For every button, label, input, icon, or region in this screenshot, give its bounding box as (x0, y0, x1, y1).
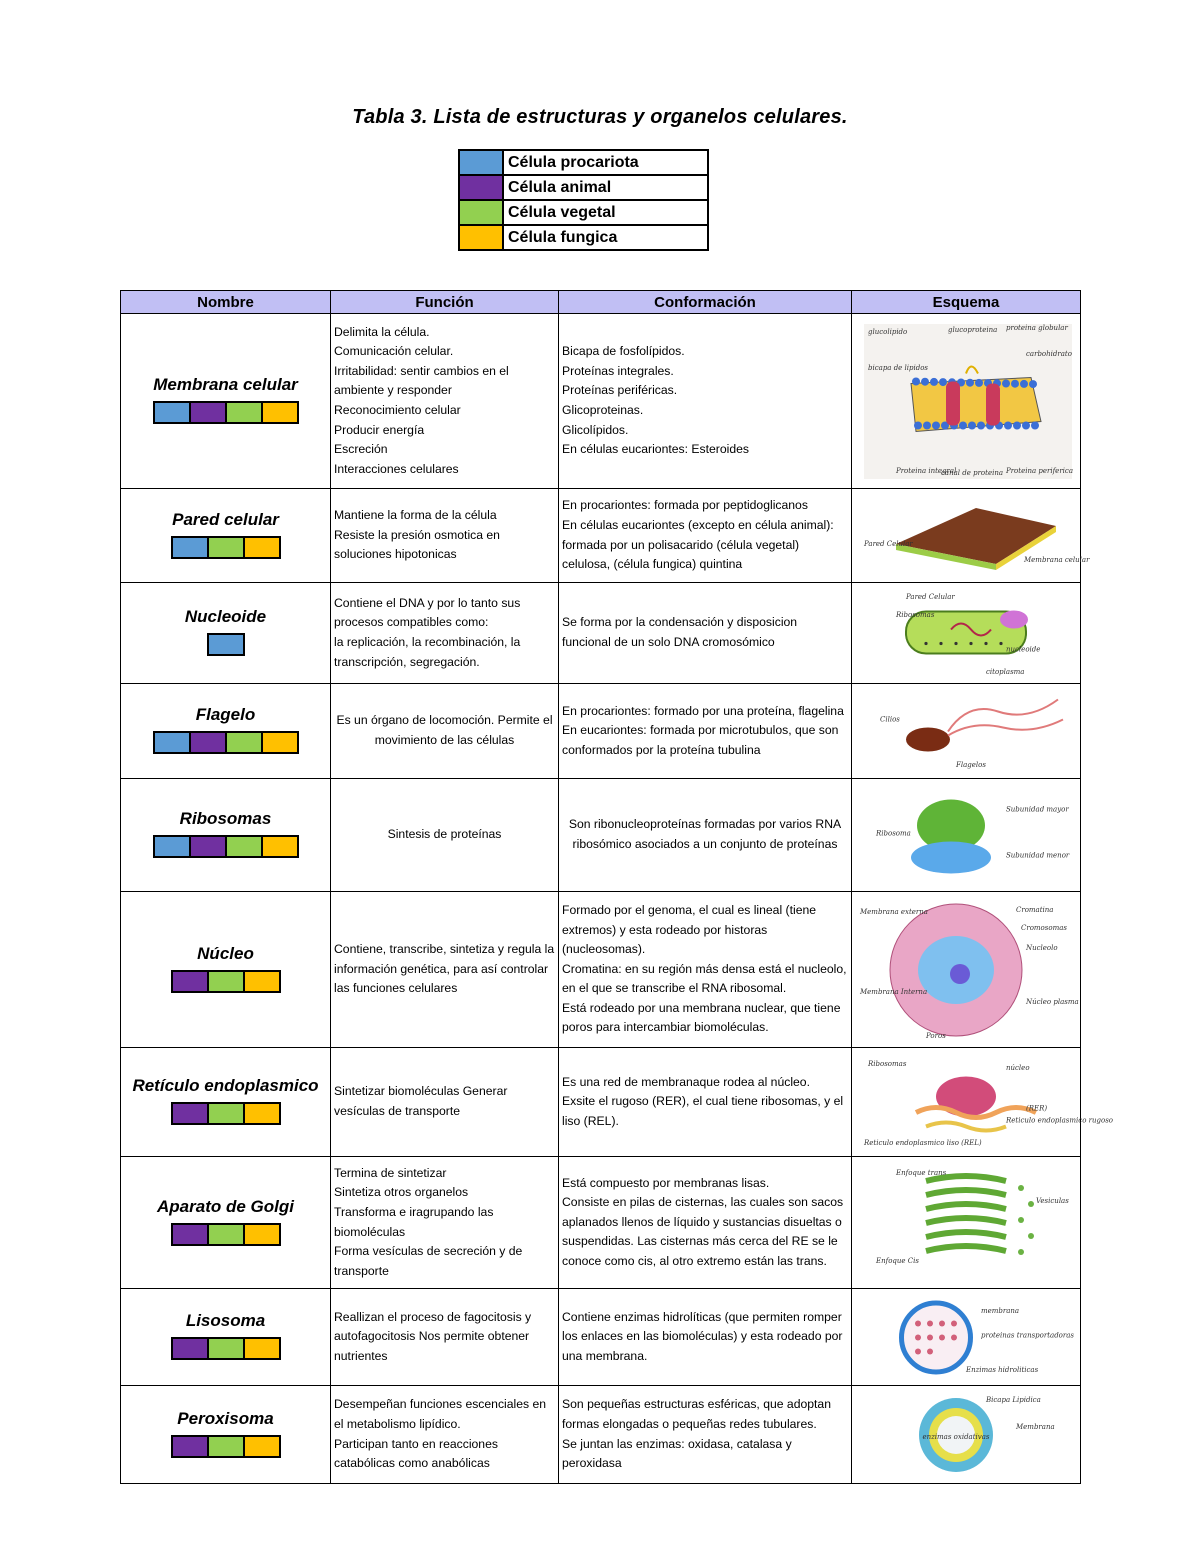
schema-drawing (856, 1295, 1076, 1380)
cell-esquema (852, 684, 1081, 779)
svg-text:carbohidrato: carbohidrato (1026, 349, 1072, 358)
cell-funcion (331, 892, 559, 1048)
organelle-name: Flagelo (195, 705, 256, 724)
table-row (121, 684, 1081, 779)
table-row (121, 489, 1081, 583)
cell-funcion (331, 1386, 559, 1484)
cell-esquema (852, 489, 1090, 583)
organelle-name: Pared celular (172, 509, 279, 529)
schema-drawing (856, 1392, 1076, 1478)
conformacion-text: En procariontes: formada por peptidoglicanos En células eucariontes (excepto en célula animal): formada por un polisacarido (célula vegetal) celulosa, (célula fungica) quintina (562, 498, 834, 572)
svg-text:Poros: Poros (926, 1031, 946, 1040)
cell-nombre (121, 1157, 331, 1289)
svg-text:canal de proteina: canal de proteina (941, 468, 1004, 477)
organelle-name: Aparato de Golgi (157, 1196, 294, 1216)
conformacion-text: En procariontes: formado por una proteína, flagelina En eucariontes: formada por microtubulos, que son conformados por la proteína tubulina (562, 703, 844, 757)
cell-type-chip (245, 972, 279, 991)
cell-esquema (852, 1289, 1081, 1386)
svg-text:citoplasma: citoplasma (986, 667, 1025, 676)
legend-label: Célula procariota (503, 150, 708, 175)
cell-type-chip (173, 1104, 209, 1123)
svg-text:proteina globular: proteina globular (1006, 323, 1068, 332)
cell-type-chip (209, 972, 245, 991)
cell-type-chip (263, 403, 297, 422)
svg-text:(RER): (RER) (1026, 1104, 1048, 1112)
cell-nombre (121, 1386, 331, 1484)
cell-conformacion (559, 1048, 852, 1157)
cell-esquema (852, 1157, 1081, 1289)
cell-nombre (121, 583, 331, 684)
cell-type-chip (155, 837, 191, 856)
organelle-name: Peroxisoma (177, 1408, 274, 1428)
svg-text:glucoproteina: glucoproteina (948, 325, 998, 334)
legend-table (458, 149, 709, 251)
svg-text:Subunidad mayor: Subunidad mayor (1006, 805, 1069, 813)
funcion-text: Termina de sintetizar Sintetiza otros organelos Transforma e iragrupando las biomoléculas Forma vesículas de secreción y de transporte (334, 1165, 523, 1278)
table-row (121, 1048, 1081, 1157)
schema-drawing (856, 320, 1076, 483)
cell-funcion (331, 684, 559, 779)
conformacion-text: Bicapa de fosfolípidos. Proteínas integrales. Proteínas periféricas. Glicoproteinas. Glicolípidos. En células eucariontes: Esteroides (562, 344, 749, 457)
cell-nombre (121, 1048, 331, 1157)
cell-type-chip (245, 1339, 279, 1358)
conformacion-text: Se forma por la condensación y disposicion funcional de un solo DNA cromosómico (562, 615, 798, 649)
cell-type-chips (207, 633, 245, 656)
legend-label: Célula animal (503, 175, 708, 200)
organelle-name: Ribosomas (179, 809, 272, 828)
svg-text:Cilios: Cilios (880, 715, 900, 723)
cell-type-chips (153, 401, 299, 424)
svg-text:Subunidad menor: Subunidad menor (1006, 851, 1070, 859)
svg-text:Nucleolo: Nucleolo (1026, 943, 1058, 952)
svg-text:Núcleo plasma: Núcleo plasma (1026, 997, 1079, 1006)
svg-text:Pared Celular: Pared Celular (906, 592, 955, 601)
svg-text:Enfoque trans: Enfoque trans (896, 1168, 947, 1177)
legend-swatch-vegetal (459, 200, 503, 225)
cell-type-chip (191, 837, 227, 856)
cell-type-chip (245, 1437, 279, 1456)
cell-type-chip (209, 1225, 245, 1244)
legend-row (459, 150, 708, 175)
cell-type-chip (173, 1339, 209, 1358)
cell-type-chip (155, 733, 191, 752)
header-esquema: Esquema (852, 291, 1081, 314)
svg-text:Membrana: Membrana (1016, 1422, 1055, 1431)
funcion-text: Contiene el DNA y por lo tanto sus procesos compatibles como: la replicación, la recombinación, la transcripción, segregación. (334, 595, 521, 669)
cell-conformacion (559, 314, 852, 489)
svg-text:Membrana celular: Membrana celular (1024, 555, 1090, 564)
schema-drawing (856, 785, 1076, 886)
schema-drawing (856, 898, 1079, 1042)
cell-type-chip (227, 837, 263, 856)
legend-label: Célula vegetal (503, 200, 708, 225)
conformacion-text: Es una red de membranaque rodea al núcleo. Exsite el rugoso (RER), el cual tiene ribosomas, y el liso (REL). (562, 1074, 844, 1128)
svg-text:Proteina integral: Proteina integral (896, 466, 957, 475)
svg-text:Reticulo endoplasmico rugoso: Reticulo endoplasmico rugoso (1006, 1116, 1113, 1124)
legend-row (459, 225, 708, 250)
cell-type-chips (171, 1337, 281, 1360)
svg-text:Flagelos: Flagelos (956, 760, 986, 769)
cell-type-chip (209, 635, 243, 654)
cell-conformacion (559, 684, 852, 779)
legend-swatch-fungica (459, 225, 503, 250)
cell-conformacion (559, 489, 852, 583)
legend-row (459, 200, 708, 225)
legend-swatch-procariota (459, 150, 503, 175)
cell-conformacion (559, 1386, 852, 1484)
cell-type-chip (245, 1225, 279, 1244)
cell-type-chip (173, 538, 209, 557)
cell-conformacion (559, 1289, 852, 1386)
cell-conformacion (559, 779, 852, 892)
svg-text:Cromosomas: Cromosomas (1021, 923, 1067, 932)
organelle-name: Retículo endoplasmico (132, 1076, 319, 1095)
cell-type-chip (191, 403, 227, 422)
table-row (121, 779, 1081, 892)
conformacion-text: Contiene enzimas hidrolíticas (que permiten romper los enlaces en las biomoléculas) y esta rodeado por una membrana. (562, 1309, 843, 1363)
table-row (121, 314, 1081, 489)
svg-text:Bicapa Lipidica: Bicapa Lipidica (986, 1395, 1041, 1404)
funcion-text: Mantiene la forma de la célula Resiste la presión osmotica en soluciones hipotonicas (334, 508, 500, 562)
schema-drawing (856, 589, 1076, 678)
cell-conformacion (559, 583, 852, 684)
cell-esquema (852, 314, 1081, 489)
svg-text:núcleo: núcleo (1006, 1063, 1030, 1072)
funcion-text: Sintesis de proteínas (387, 827, 502, 842)
legend-swatch-animal (459, 175, 503, 200)
svg-text:proteinas transportadoras: proteinas transportadoras (981, 1331, 1075, 1339)
header-row (121, 291, 1081, 314)
schema-drawing (856, 690, 1076, 773)
svg-text:nucleoide: nucleoide (1006, 645, 1041, 653)
cell-esquema (852, 583, 1081, 684)
organelle-table (120, 290, 1113, 1484)
table-row (121, 1386, 1081, 1484)
svg-text:Ribosomas: Ribosomas (868, 1059, 907, 1068)
svg-text:Cromatina: Cromatina (1016, 905, 1054, 914)
cell-type-chip (227, 403, 263, 422)
cell-nombre (121, 892, 331, 1048)
cell-type-chip (227, 733, 263, 752)
cell-conformacion (559, 892, 852, 1048)
cell-esquema (852, 1048, 1113, 1157)
conformacion-text: Son pequeñas estructuras esféricas, que adoptan formas elongadas o pequeñas redes tubulares. Se juntan las enzimas: oxidasa, catalasa y peroxidasa (562, 1397, 831, 1471)
schema-drawing (856, 1163, 1076, 1283)
organelle-name: Núcleo (197, 943, 254, 963)
funcion-text: Es un órgano de locomoción. Permite el movimiento de las células (336, 713, 553, 747)
cell-type-chip (209, 1339, 245, 1358)
conformacion-text: Está compuesto por membranas lisas. Consiste en pilas de cisternas, las cuales son sacos aplanados llenos de líquido y sustancias disueltas o suspendidas. Las cisternas más cerca del RE se le conoce como cis, al otro extremo están las trans. (562, 1175, 844, 1268)
svg-text:Enfoque Cis: Enfoque Cis (876, 1256, 919, 1265)
cell-type-chips (171, 970, 281, 993)
cell-type-chip (173, 972, 209, 991)
table-row (121, 1157, 1081, 1289)
legend-row (459, 175, 708, 200)
organelle-name: Membrana celular (153, 375, 298, 394)
cell-type-chip (155, 403, 191, 422)
cell-funcion (331, 1048, 559, 1157)
svg-text:Membrana Interna: Membrana Interna (860, 987, 928, 996)
svg-text:membrana: membrana (981, 1306, 1020, 1315)
cell-type-chips (153, 731, 299, 754)
svg-text:enzimas oxidativas: enzimas oxidativas (922, 1432, 990, 1441)
svg-text:Membrana externa: Membrana externa (860, 907, 928, 916)
header-funcion: Función (331, 291, 559, 314)
cell-type-chip (209, 538, 245, 557)
cell-type-chip (263, 837, 297, 856)
cell-funcion (331, 1157, 559, 1289)
cell-type-chips (171, 1435, 281, 1458)
funcion-text: Contiene, transcribe, sintetiza y regula la información genética, para así controlar las funciones celulares (334, 942, 555, 996)
funcion-text: Desempeñan funciones escenciales en el metabolismo lipídico. Participan tanto en reacciones catabólicas como anabólicas (334, 1397, 547, 1471)
cell-nombre (121, 489, 331, 583)
svg-text:Ribosoma: Ribosoma (876, 829, 911, 837)
table-row (121, 583, 1081, 684)
cell-esquema (852, 779, 1081, 892)
funcion-text: Delimita la célula. Comunicación celular. Irritabilidad: sentir cambios en el ambiente y responder Reconocimiento celular Producir energía Escreción Interacciones celulares (334, 324, 509, 476)
conformacion-text: Formado por el genoma, el cual es lineal (tiene extremos) y esta rodeado por historas (nucleosomas). Cromatina: en su región más densa está el nucleolo, en el que se transcribe el RNA ribosomal. Está rodeado por una membrana nuclear, que tiene poros para intercambiar biomoléculas. (562, 902, 847, 1035)
organelle-name: Nucleoide (184, 607, 267, 626)
cell-conformacion (559, 1157, 852, 1289)
svg-text:Pared Celular: Pared Celular (864, 539, 913, 548)
svg-text:Enzimas hidroliticas: Enzimas hidroliticas (966, 1365, 1039, 1374)
cell-type-chip (173, 1225, 209, 1244)
cell-funcion (331, 489, 559, 583)
funcion-text: Sintetizar biomoléculas Generar vesículas de transporte (334, 1084, 508, 1118)
schema-drawing (856, 495, 1090, 577)
organelle-name: Lisosoma (185, 1311, 266, 1330)
cell-nombre (121, 314, 331, 489)
funcion-text: Reallizan el proceso de fagocitosis y autofagocitosis Nos permite obtener nutrientes (334, 1309, 532, 1363)
table-row (121, 892, 1081, 1048)
cell-funcion (331, 314, 559, 489)
cell-esquema (852, 892, 1081, 1048)
cell-type-chip (191, 733, 227, 752)
cell-funcion (331, 583, 559, 684)
svg-text:Reticulo endoplasmico liso (RE: Reticulo endoplasmico liso (REL) (864, 1138, 982, 1147)
cell-funcion (331, 1289, 559, 1386)
cell-type-chips (171, 1102, 281, 1125)
cell-type-chip (245, 1104, 279, 1123)
cell-nombre (121, 1289, 331, 1386)
cell-esquema (852, 1386, 1081, 1484)
cell-type-chips (171, 1223, 281, 1246)
cell-type-chips (153, 835, 299, 858)
cell-nombre (121, 684, 331, 779)
svg-text:bicapa de lipidos: bicapa de lipidos (868, 363, 929, 372)
table-row (121, 1289, 1081, 1386)
legend-label: Célula fungica (503, 225, 708, 250)
cell-type-chip (245, 538, 279, 557)
svg-text:Vesiculas: Vesiculas (1036, 1196, 1069, 1205)
svg-text:Proteina periferica: Proteina periferica (1006, 466, 1073, 475)
cell-nombre (121, 779, 331, 892)
cell-type-chip (209, 1437, 245, 1456)
conformacion-text: Son ribonucleoproteínas formadas por varios RNA ribosómico asociados a un conjunto de proteínas (568, 817, 842, 851)
cell-type-chip (263, 733, 297, 752)
svg-text:glucolipido: glucolipido (868, 327, 908, 336)
cell-type-chip (209, 1104, 245, 1123)
cell-type-chips (171, 536, 281, 559)
schema-drawing (856, 1054, 1113, 1151)
header-conformacion: Conformación (559, 291, 852, 314)
svg-text:Ribosomas: Ribosomas (896, 610, 935, 619)
cell-type-chip (173, 1437, 209, 1456)
page-title: Tabla 3. Lista de estructuras y organelos celulares. (352, 106, 848, 128)
cell-funcion (331, 779, 559, 892)
header-nombre: Nombre (121, 291, 331, 314)
